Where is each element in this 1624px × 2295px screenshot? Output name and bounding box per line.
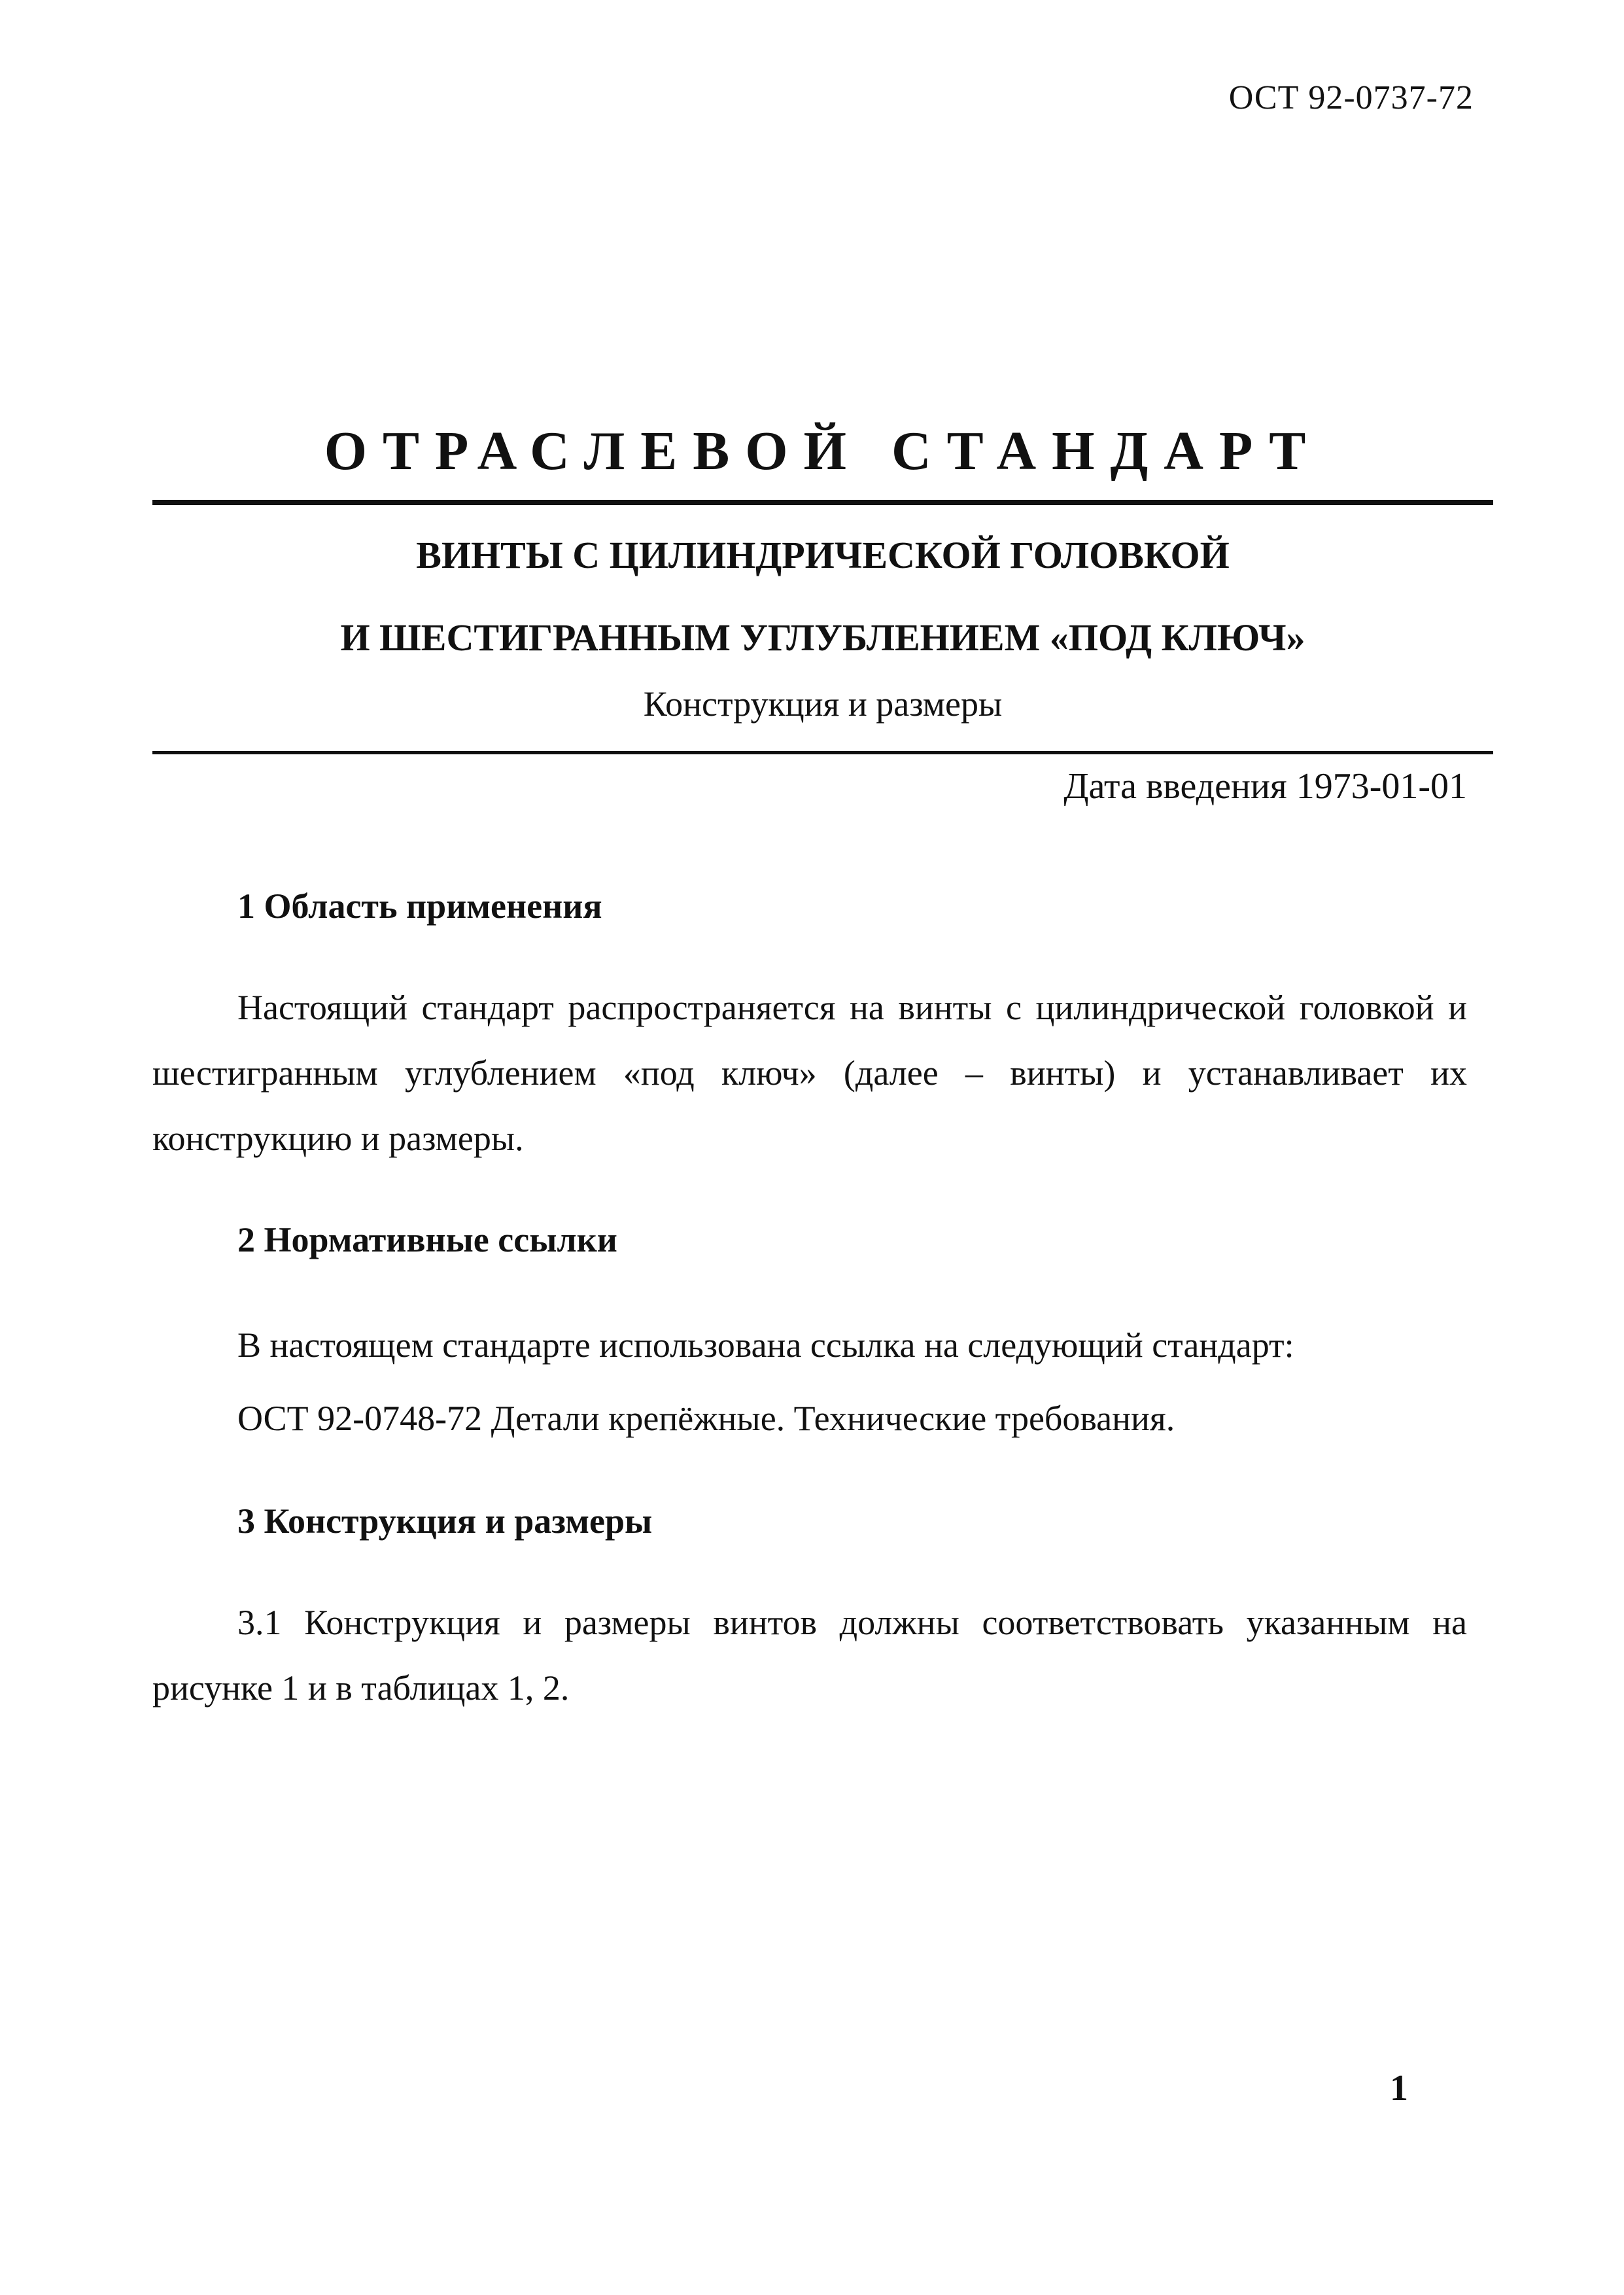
- reference-item: ОСТ 92-0748-72 Детали крепёжные. Технические требования.: [237, 1399, 1175, 1438]
- subtitle-line-1: ВИНТЫ С ЦИЛИНДРИЧЕСКОЙ ГОЛОВКОЙ: [416, 534, 1230, 576]
- section-scope: [152, 883, 1467, 1171]
- section-text: Настоящий стандарт распространяется на винты с цилиндрической головкой и шестигранным углублением «под ключ» (далее – винты) и устанавливает их конструкцию и размеры.: [152, 988, 1467, 1158]
- section-heading: 3 Конструкция и размеры: [237, 1501, 653, 1541]
- page-number: 1: [1390, 2068, 1408, 2109]
- subtitle-line-3: Конструкция и размеры: [643, 684, 1003, 724]
- section-design: [152, 1498, 1467, 1721]
- section-heading: 1 Область применения: [237, 886, 602, 926]
- main-title: ОТРАСЛЕВОЙ СТАНДАРТ: [324, 421, 1322, 482]
- section-heading: 2 Нормативные ссылки: [237, 1220, 617, 1259]
- introduction-date: Дата введения 1973-01-01: [1063, 766, 1467, 807]
- section-text: 3.1 Конструкция и размеры винтов должны соответствовать указанным на рисунке 1 и в таблицах 1, 2.: [152, 1603, 1467, 1708]
- title-rule-bottom: [152, 751, 1493, 754]
- document-code: ОСТ 92-0737-72: [1228, 79, 1474, 116]
- reference-intro: В настоящем стандарте использована ссылка на следующий стандарт:: [237, 1325, 1294, 1365]
- subtitle-line-2: И ШЕСТИГРАННЫМ УГЛУБЛЕНИЕМ «ПОД КЛЮЧ»: [340, 616, 1305, 659]
- section-references: [152, 1217, 1467, 1455]
- title-block: [152, 412, 1493, 754]
- title-rule-top: [152, 500, 1493, 505]
